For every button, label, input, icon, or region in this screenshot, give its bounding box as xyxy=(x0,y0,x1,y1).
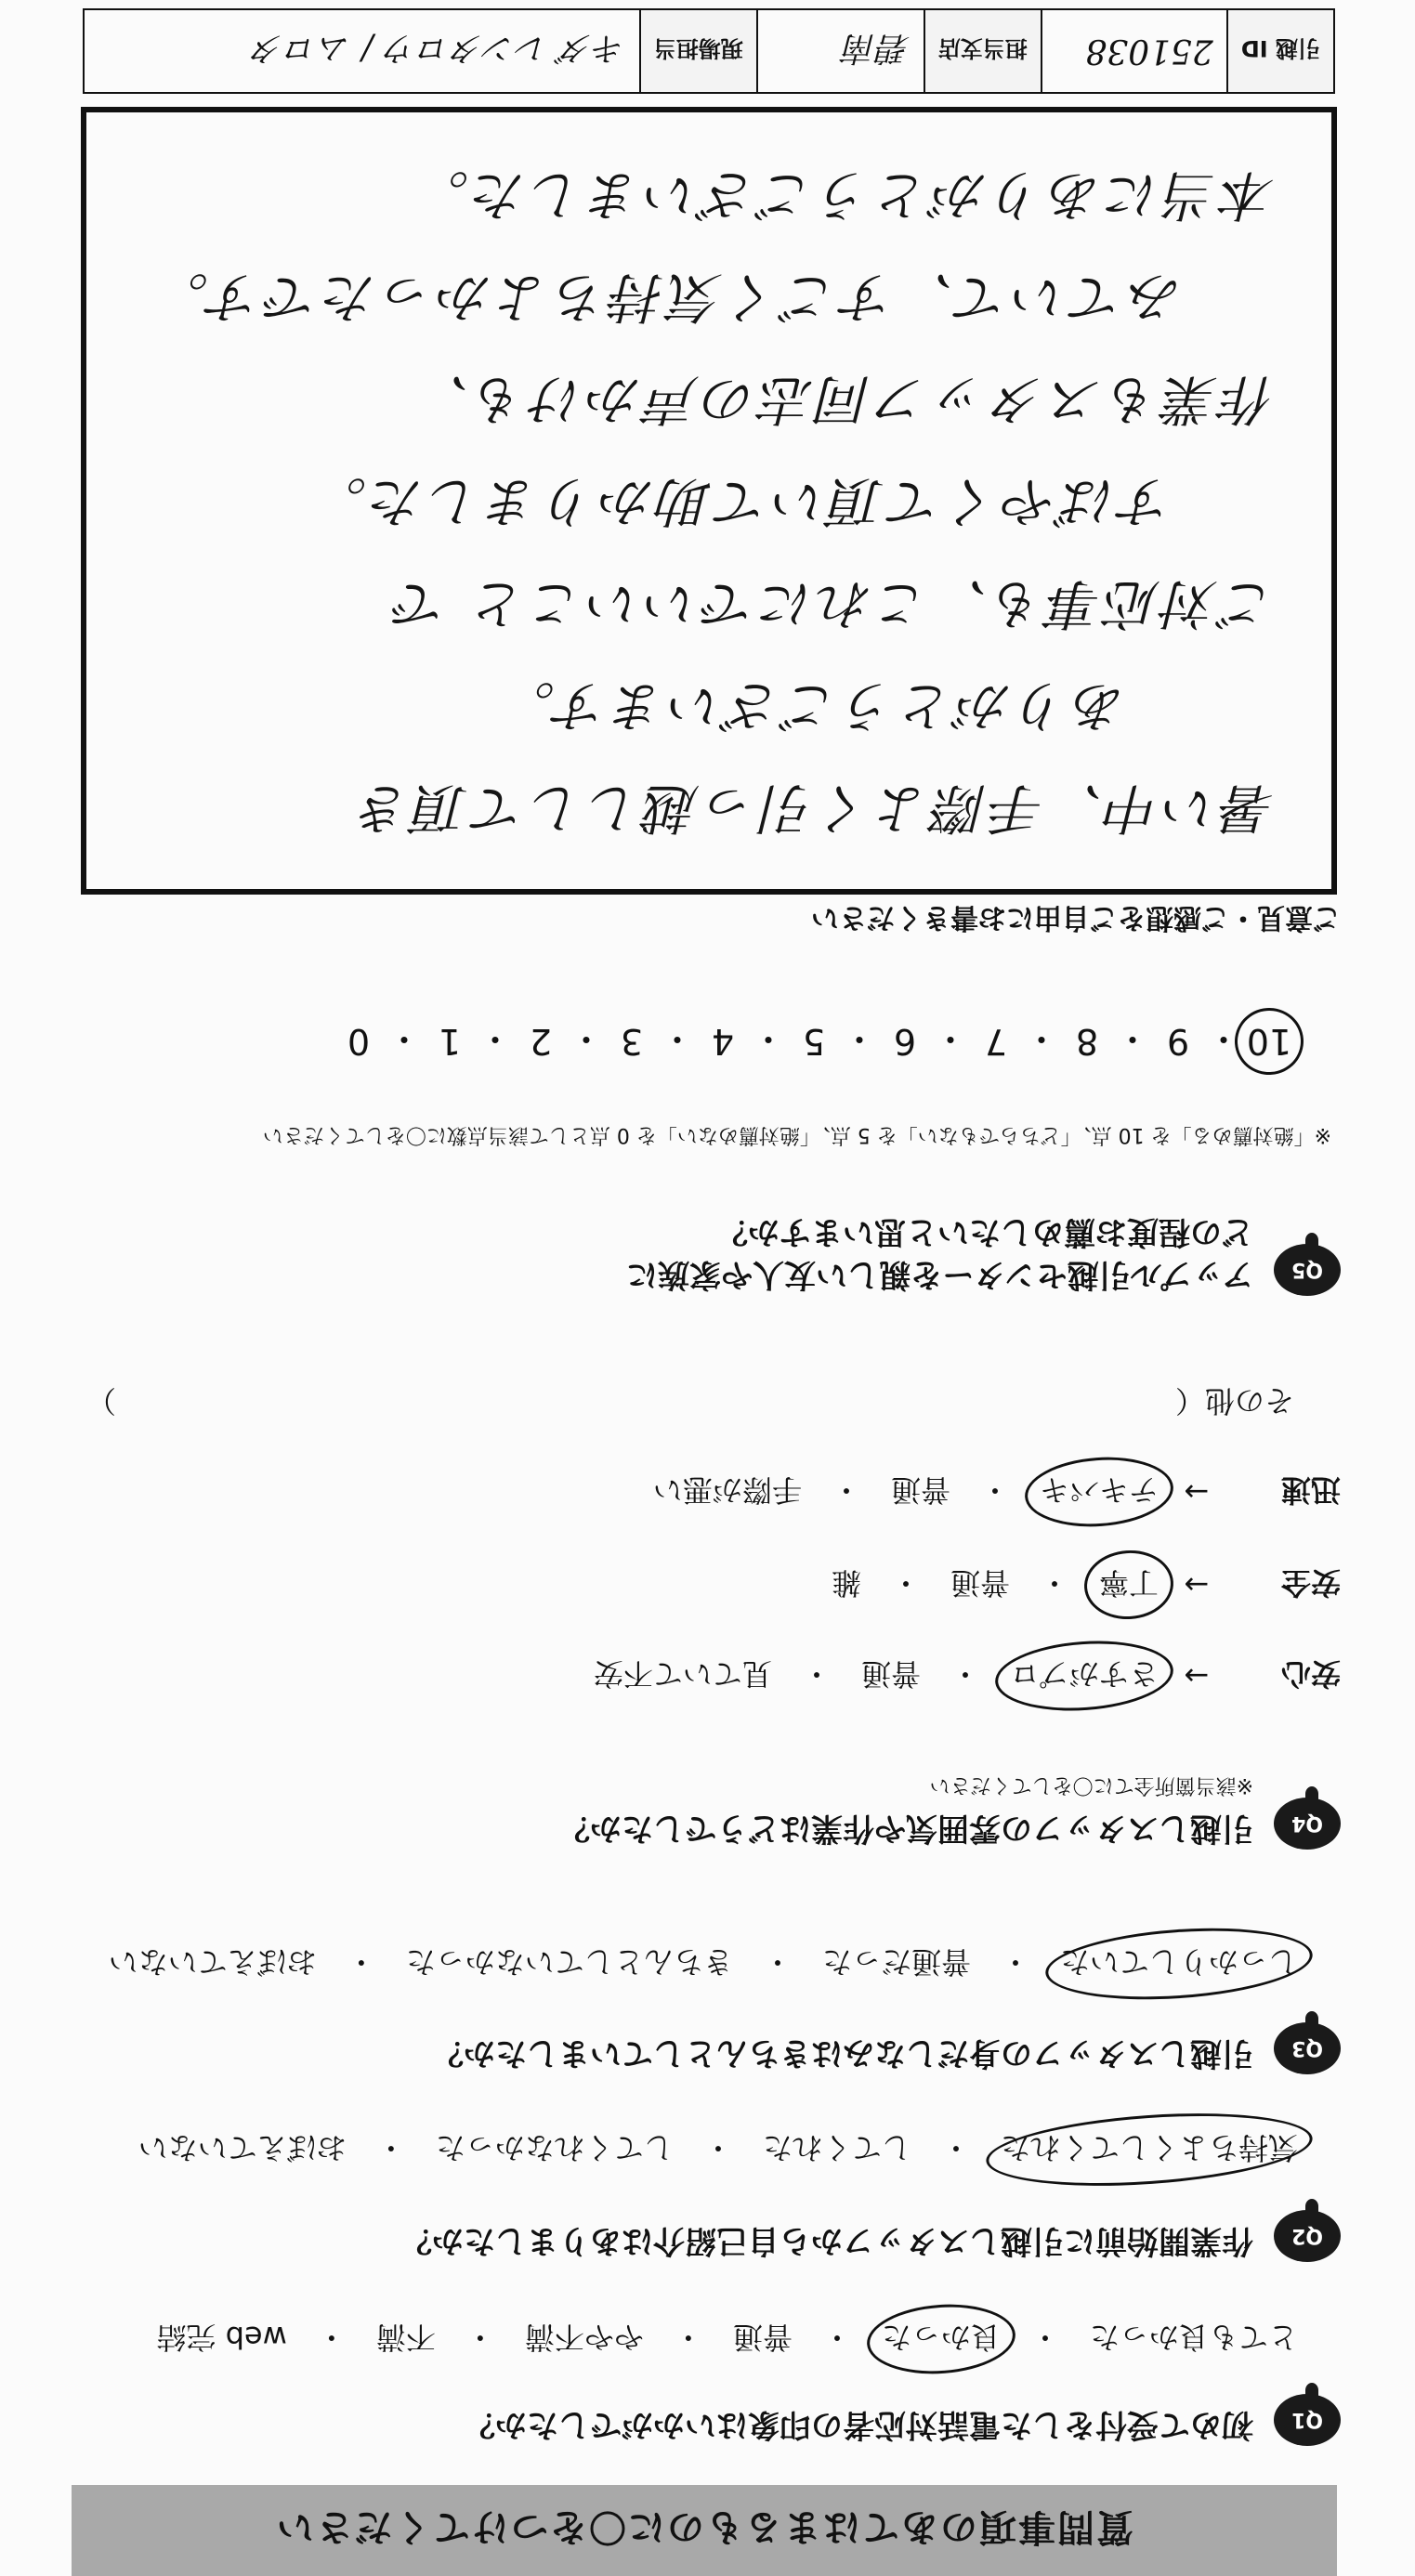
q1-option[interactable]: 不満 xyxy=(375,2320,436,2355)
q2-option[interactable]: してくれなかった xyxy=(435,2130,674,2165)
q4-option[interactable]: 普通 xyxy=(950,1565,1010,1601)
staff-info-table xyxy=(83,8,1335,94)
question-5 xyxy=(626,1210,1341,1296)
q4-option-selected[interactable]: 丁寧 xyxy=(1094,1563,1164,1606)
scale-value[interactable]: 6 xyxy=(893,1021,917,1063)
q4-option[interactable]: 普通 xyxy=(860,1656,921,1692)
q5-text-line1: アップル引越センターを親しい友人や家族に xyxy=(626,1256,1253,1293)
scale-value[interactable]: 4 xyxy=(711,1021,735,1063)
comment-title: ご意見・ご感想をご自由にお書きください xyxy=(811,901,1341,934)
question-1 xyxy=(464,2394,1341,2446)
scale-value[interactable]: 0 xyxy=(347,1021,371,1063)
q1-text: 初めて受付をした電話対応者の印象はいかがでしたか？ xyxy=(464,2406,1253,2443)
instructions-header xyxy=(72,2485,1337,2576)
scale-value[interactable]: 2 xyxy=(529,1021,553,1063)
q4-other-label: その他（ xyxy=(1174,1383,1294,1419)
scale-value[interactable]: 3 xyxy=(620,1021,644,1063)
q4-row-jinsoku: 迅速 → テキパキ ・ 普通 ・ 手際が悪い xyxy=(648,1471,1341,1513)
comment-line: みていて、すごく気持ちよかったです。 xyxy=(151,266,1183,329)
comment-line: すばやくて頂いて助かりました。 xyxy=(308,470,1173,533)
move-id-label: 引越 ID xyxy=(1226,10,1333,92)
arrow-icon: → xyxy=(1184,1567,1210,1602)
q4-option[interactable]: 見ていて不安 xyxy=(593,1656,772,1692)
q4-option[interactable]: 普通 xyxy=(890,1472,950,1508)
branch-value: 碧南 xyxy=(756,10,924,92)
leader-label: 現場担当 xyxy=(639,10,756,92)
comment-line: 作業もスタッフ同志の声かけも、 xyxy=(411,368,1276,431)
q3-options: しっかりしていた ・ 普通だった ・ きちんとしていなかった ・ おぼえていない xyxy=(103,1942,1304,1985)
q3-option[interactable]: 普通だった xyxy=(821,1944,971,1980)
instructions-text: 質問事項のあてはまるものに〇をつけてください xyxy=(275,2505,1133,2549)
q3-option[interactable]: おぼえていない xyxy=(108,1944,317,1980)
scale-value[interactable]: 1 xyxy=(438,1021,462,1063)
q3-badge: Q3 xyxy=(1274,2022,1341,2074)
q4-other xyxy=(86,1381,1294,1424)
scale-value[interactable]: 9 xyxy=(1166,1021,1190,1063)
q4-other-close: ） xyxy=(86,1383,117,1419)
comment-line: ありがとうございます。 xyxy=(497,674,1127,738)
q1-option[interactable]: 普通 xyxy=(732,2320,793,2355)
comment-box[interactable] xyxy=(81,107,1337,895)
q1-options: とても良かった ・ 良かった ・ 普通 ・ やや不満 ・ 不満 ・ web 完結 xyxy=(151,2318,1304,2360)
q4-row-label: 安全 xyxy=(1280,1565,1341,1601)
q4-row-anshin: 安心 → さすがプロ ・ 普通 ・ 見ていて不安 xyxy=(588,1654,1341,1697)
comment-line: 暑い中、手際よく引っ越しして頂き xyxy=(353,777,1276,840)
scale-value[interactable]: 7 xyxy=(984,1021,1008,1063)
q4-option[interactable]: 雑 xyxy=(831,1565,861,1601)
q2-option-selected[interactable]: 気持ちよくしてくれた xyxy=(995,2128,1304,2171)
arrow-icon: → xyxy=(1184,1474,1210,1510)
scale-value[interactable]: 8 xyxy=(1075,1021,1099,1063)
comment-line: 本当にありがとうございました。 xyxy=(411,163,1276,227)
q4-text: 引越しスタッフの雰囲気や作業はどうでしたか？ xyxy=(558,1810,1253,1847)
q4-badge: Q4 xyxy=(1274,1798,1341,1850)
q5-scale: 10 ・ 9 ・ 8 ・ 7 ・ 6 ・ 5 ・ 4 ・ 3 ・ 2 ・ 1 ・ 0 xyxy=(334,1016,1294,1067)
question-4 xyxy=(558,1772,1341,1850)
q4-row-anzen: 安全 → 丁寧 ・ 普通 ・ 雑 xyxy=(826,1563,1341,1606)
scale-value[interactable]: 5 xyxy=(802,1021,826,1063)
q5-text-line2: どの程度お薦めしたいと思いますか？ xyxy=(716,1213,1253,1250)
q2-text: 作業開始前に引越しスタッフから自己紹介はありましたか？ xyxy=(400,2222,1253,2259)
question-3 xyxy=(432,2022,1341,2074)
q5-badge: Q5 xyxy=(1274,1244,1341,1296)
q2-options: 気持ちよくしてくれた ・ してくれた ・ してくれなかった ・ おぼえていない xyxy=(133,2128,1304,2171)
q1-option-selected[interactable]: 良かった xyxy=(876,2318,1006,2360)
q2-badge: Q2 xyxy=(1274,2210,1341,2262)
q4-option[interactable]: 手際が悪い xyxy=(652,1472,802,1508)
move-id-value: 251038 xyxy=(1041,10,1226,92)
q5-note: ※「絶対薦める」を 10 点、「どちらでもない」を 5 点、「絶対薦めない」を 0 点として該当点数に〇をしてください xyxy=(262,1123,1331,1146)
q4-note: ※該当箇所全てに〇をしてください xyxy=(929,1773,1253,1797)
q3-option-selected[interactable]: しっかりしていた xyxy=(1055,1942,1304,1985)
comment-line: ご対応事も、これにでいいこと で xyxy=(390,572,1276,635)
q2-option[interactable]: おぼえていない xyxy=(138,2130,347,2165)
q4-option-selected[interactable]: さすがプロ xyxy=(1004,1654,1164,1697)
q3-option[interactable]: きちんとしていなかった xyxy=(405,1944,733,1980)
branch-label: 担当支店 xyxy=(924,10,1041,92)
q1-option[interactable]: web 完結 xyxy=(156,2320,287,2355)
q4-row-label: 迅速 xyxy=(1280,1472,1341,1508)
q1-option[interactable]: やや不満 xyxy=(524,2320,644,2355)
question-2 xyxy=(400,2210,1341,2262)
scale-value-selected[interactable]: 10 xyxy=(1244,1022,1294,1063)
q2-option[interactable]: してくれた xyxy=(762,2130,911,2165)
leader-value: キダ レンタロウ / ムロタ xyxy=(251,29,626,68)
arrow-icon: → xyxy=(1184,1658,1210,1693)
q3-text: 引越しスタッフの身だしなみはきちんとしていましたか？ xyxy=(432,2034,1253,2072)
q1-badge: Q1 xyxy=(1274,2394,1341,2446)
q4-option-selected[interactable]: テキパキ xyxy=(1034,1471,1164,1513)
q4-row-label: 安心 xyxy=(1280,1656,1341,1692)
q1-option[interactable]: とても良かった xyxy=(1089,2320,1298,2355)
